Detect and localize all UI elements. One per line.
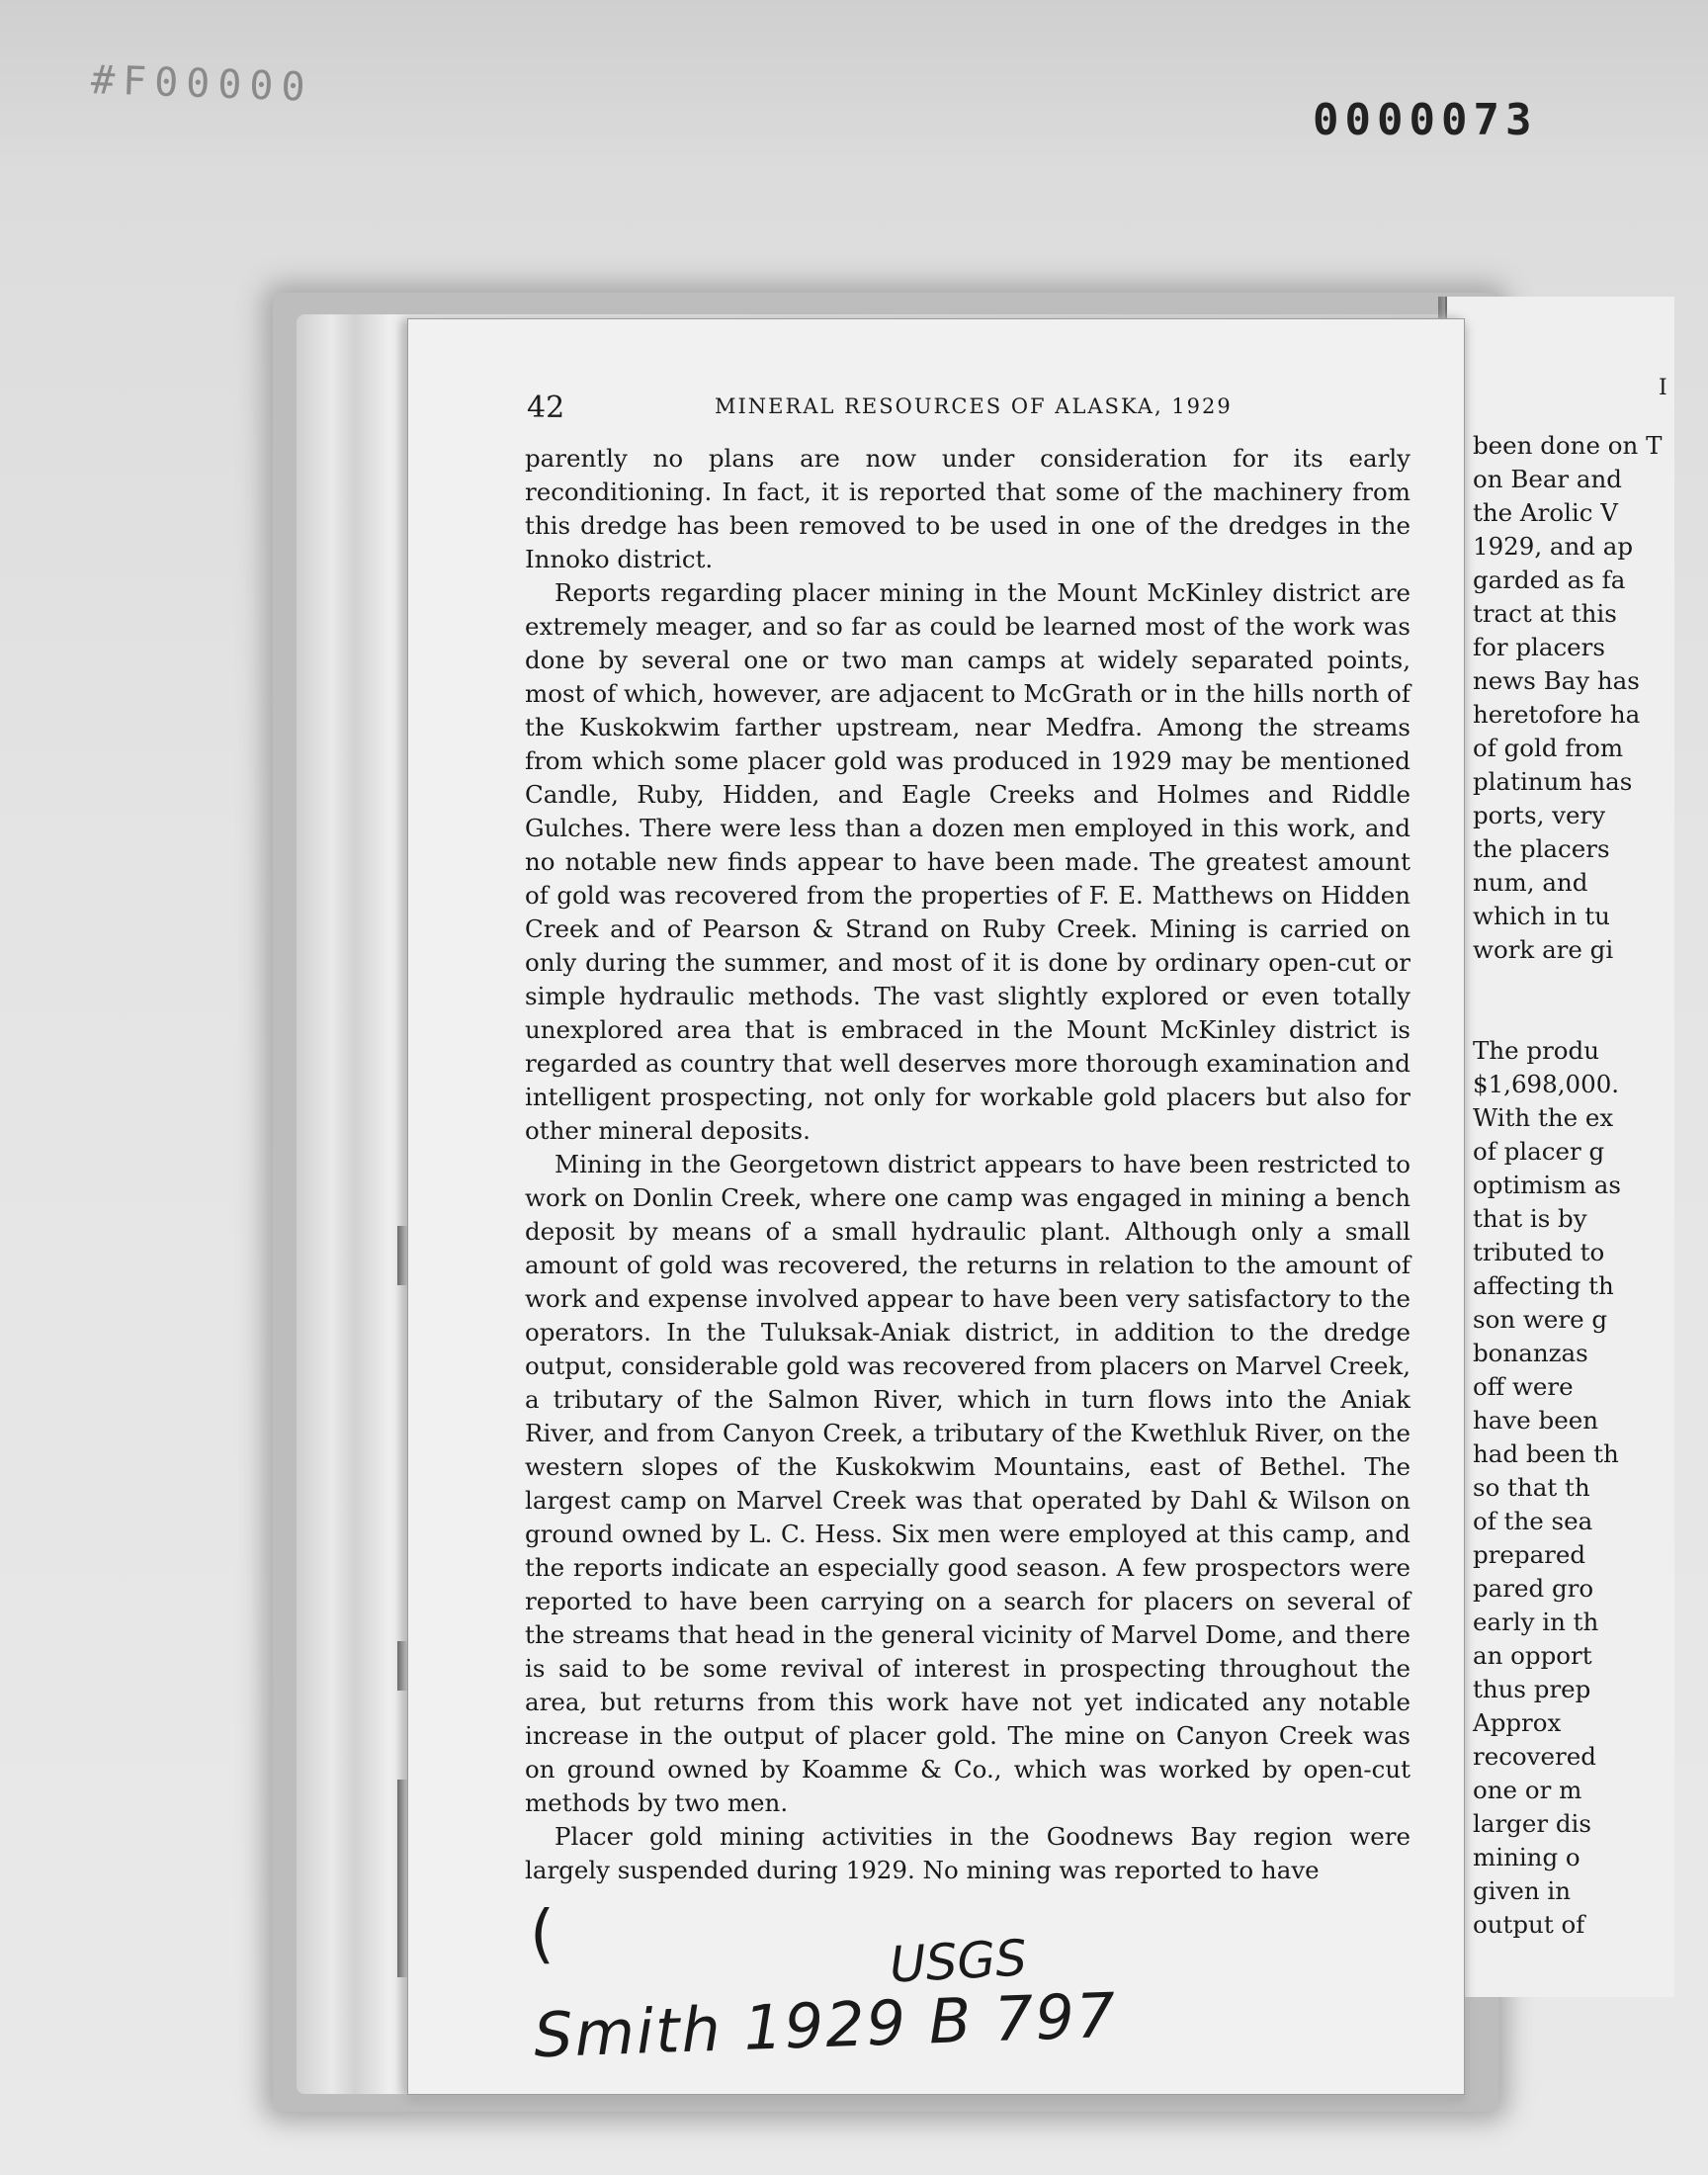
right-page-line: 1929, and ap: [1473, 532, 1634, 561]
right-page-line: of the sea: [1473, 1507, 1593, 1535]
right-page-line: recovered: [1473, 1742, 1596, 1771]
right-page-line: mining o: [1473, 1843, 1580, 1871]
right-page-line: The produ: [1473, 1036, 1600, 1065]
left-page: [407, 318, 1465, 2095]
right-page-line: optimism as: [1473, 1171, 1621, 1199]
right-page-line: $1,698,000.: [1473, 1070, 1620, 1098]
right-page-line: bonanzas: [1473, 1339, 1588, 1367]
right-page-line: ports, very: [1473, 801, 1606, 829]
right-page-line: on Bear and: [1473, 465, 1622, 493]
right-page-line: son were g: [1473, 1305, 1608, 1334]
right-page-line: prepared: [1473, 1540, 1586, 1569]
right-page-line: which in tu: [1473, 902, 1610, 930]
page-header: [527, 391, 1416, 430]
archive-stamp-top-right: 0000073: [1313, 95, 1538, 145]
right-page-line: tributed to: [1473, 1238, 1605, 1266]
right-page-line: of gold from: [1473, 734, 1624, 762]
right-page-line: output of: [1473, 1910, 1585, 1939]
paragraph-4: Placer gold mining activities in the Goodnews Bay region were largely suspended during 1929. No mining was reported to have: [525, 1822, 1410, 1884]
right-page-line: for placers: [1473, 633, 1605, 661]
archive-stamp-top-left: #F00000: [90, 57, 314, 111]
handwritten-agency: USGS: [888, 1929, 1029, 1994]
right-page-line: been done on T: [1473, 431, 1663, 460]
right-page-line: platinum has: [1473, 767, 1633, 796]
right-page-line: pared gro: [1473, 1574, 1594, 1603]
right-page-line: garded as fa: [1473, 566, 1626, 594]
right-page-line: early in th: [1473, 1608, 1599, 1636]
handwritten-bracket: (: [530, 1898, 555, 1971]
right-page-line: news Bay has: [1473, 666, 1640, 695]
right-page-line: heretofore ha: [1473, 700, 1641, 729]
right-page-header-fragment: I: [1659, 376, 1667, 400]
right-page-line: off were: [1473, 1372, 1574, 1401]
right-page-line: that is by: [1473, 1204, 1587, 1233]
right-page-line: With the ex: [1473, 1103, 1614, 1132]
right-page-line: [1473, 1000, 1674, 1034]
right-page: [1445, 297, 1674, 1997]
body-text: [525, 442, 1410, 1887]
right-page-line: num, and: [1473, 868, 1588, 897]
right-page-text: [1473, 429, 1674, 1942]
right-page-line: one or m: [1473, 1776, 1582, 1804]
right-page-line: tract at this: [1473, 599, 1617, 628]
page-number: 42: [527, 391, 565, 425]
right-page-line: so that th: [1473, 1473, 1590, 1502]
right-page-line: work are gi: [1473, 935, 1614, 964]
right-page-line: of placer g: [1473, 1137, 1605, 1166]
handwritten-citation: Smith 1929 B 797: [532, 1978, 1119, 2072]
right-page-line: the placers: [1473, 834, 1610, 863]
paragraph-1: parently no plans are now under consideration for its early reconditioning. In fact, it is reported that some of the machinery from this dredge has been removed to be used in one of the dredges in the Innoko district.: [525, 444, 1410, 573]
right-page-line: have been: [1473, 1406, 1598, 1435]
right-page-line: the Arolic V: [1473, 498, 1618, 527]
right-page-line: [1473, 967, 1674, 1000]
right-page-line: given in: [1473, 1876, 1572, 1905]
right-page-line: had been th: [1473, 1439, 1619, 1468]
right-page-line: thus prep: [1473, 1675, 1591, 1703]
paragraph-3: Mining in the Georgetown district appears to have been restricted to work on Donlin Creek, where one camp was engaged in mining a bench deposit by means of a small hydraulic plant. Although only a small amount of gold was recovered, the returns in relation to the amount of work and expense involved appear to have been very satisfactory to the operators. In the Tuluksak-Aniak district, in addition to the dredge output, considerable gold was recovered from placers on Marvel Creek, a tributary of the Salmon River, which in turn flows into the Aniak River, and from Canyon Creek, a tributary of the Kwethluk River, on the western slopes of the Kuskokwim Mountains, east of Bethel. The largest camp on Marvel Creek was that operated by Dahl & Wilson on ground owned by L. C. Hess. Six men were employed at this camp, and the reports indicate an especially good season. A few prospectors were reported to have been carrying on a search for placers on several of the streams that head in the general vicinity of Marvel Dome, and there is said to be some revival of interest in prospecting throughout the area, but returns from this work have not yet indicated any notable increase in the output of placer gold. The mine on Canyon Creek was on ground owned by Koamme & Co., which was worked by open-cut methods by two men.: [525, 1150, 1410, 1817]
running-head: MINERAL RESOURCES OF ALASKA, 1929: [715, 394, 1233, 418]
right-page-line: an opport: [1473, 1641, 1592, 1670]
right-page-line: affecting th: [1473, 1271, 1614, 1300]
paragraph-2: Reports regarding placer mining in the Mount McKinley district are extremely meager, and so far as could be learned most of the work was done by several one or two man camps at widely separated points, most of which, however, are adjacent to McGrath or in the hills north of the Kuskokwim farther upstream, near Medfra. Among the streams from which some placer gold was produced in 1929 may be mentioned Candle, Ruby, Hidden, and Eagle Creeks and Holmes and Riddle Gulches. There were less than a dozen men employed in this work, and no notable new finds appear to have been made. The greatest amount of gold was recovered from the properties of F. E. Matthews on Hidden Creek and of Pearson & Strand on Ruby Creek. Mining is carried on only during the summer, and most of it is done by ordinary open-cut or simple hydraulic methods. The vast slightly explored or even totally unexplored area that is embraced in the Mount McKinley district is regarded as country that well deserves more thorough examination and intelligent prospecting, not only for workable gold placers but also for other mineral deposits.: [525, 578, 1410, 1145]
right-page-line: Approx: [1473, 1708, 1562, 1737]
right-page-line: larger dis: [1473, 1809, 1591, 1838]
